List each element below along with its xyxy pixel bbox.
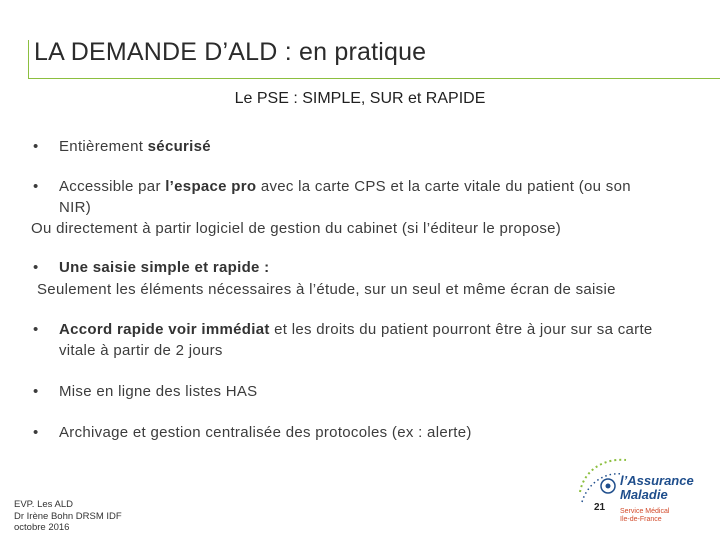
bullet-marker: •	[33, 383, 39, 400]
bullet-marker: •	[33, 259, 39, 276]
page-number: 21	[594, 502, 606, 513]
title-accent-line	[28, 78, 720, 79]
bullet-access-line1	[59, 176, 631, 197]
title-accent-line-vertical	[28, 40, 29, 79]
bullet-text: avec la carte CPS et la carte vitale du patient (ou son	[256, 178, 631, 195]
bullet-marker: •	[33, 138, 39, 155]
bullet-marker: •	[33, 321, 39, 338]
bullet-marker: •	[33, 424, 39, 441]
logo-wordmark	[620, 474, 694, 502]
footer-line: Dr Irène Bohn DRSM IDF	[14, 510, 122, 522]
footer-credits	[14, 499, 122, 534]
bullet-archiving: Archivage et gestion centralisée des protocoles (ex : alerte)	[59, 424, 472, 441]
bullet-emphasis: sécurisé	[147, 138, 211, 155]
footer-line: octobre 2016	[14, 522, 70, 533]
bullet-agreement-line1	[59, 319, 653, 340]
logo-subtext	[620, 508, 669, 524]
logo-subline: Ile-de-France	[620, 516, 662, 523]
bullet-secure	[59, 136, 211, 157]
bullet-text: Entièrement	[59, 138, 148, 155]
logo-line: Maladie	[620, 487, 668, 502]
bullet-agreement-line2: vitale à partir de 2 jours	[59, 342, 223, 359]
footer-line: EVP. Les ALD	[14, 499, 73, 510]
bullet-access-line3: Ou directement à partir logiciel de gestion du cabinet (si l’éditeur le propose)	[31, 220, 562, 237]
bullet-has-lists: Mise en ligne des listes HAS	[59, 383, 258, 400]
bullet-text: et les droits du patient pourront être à jour sur sa carte	[269, 321, 653, 338]
slide-subtitle: Le PSE : SIMPLE, SUR et RAPIDE	[234, 90, 486, 107]
bullet-entry-detail: Seulement les éléments nécessaires à l’étude, sur un seul et même écran de saisie	[37, 281, 616, 298]
bullet-marker: •	[33, 178, 39, 195]
logo-subline: Service Médical	[620, 508, 670, 515]
bullet-emphasis: l’espace pro	[165, 178, 257, 195]
slide-title: LA DEMANDE D’ALD : en pratique	[34, 38, 427, 66]
bullet-entry-heading	[59, 257, 269, 278]
bullet-access-line2: NIR)	[59, 199, 92, 216]
logo-line: l’Assurance	[620, 473, 694, 488]
bullet-text: Accessible par	[59, 178, 166, 195]
assurance-maladie-logo	[570, 452, 710, 532]
bullet-emphasis: Accord rapide voir immédiat	[59, 321, 270, 338]
bullet-emphasis: Une saisie simple et rapide :	[59, 259, 270, 276]
